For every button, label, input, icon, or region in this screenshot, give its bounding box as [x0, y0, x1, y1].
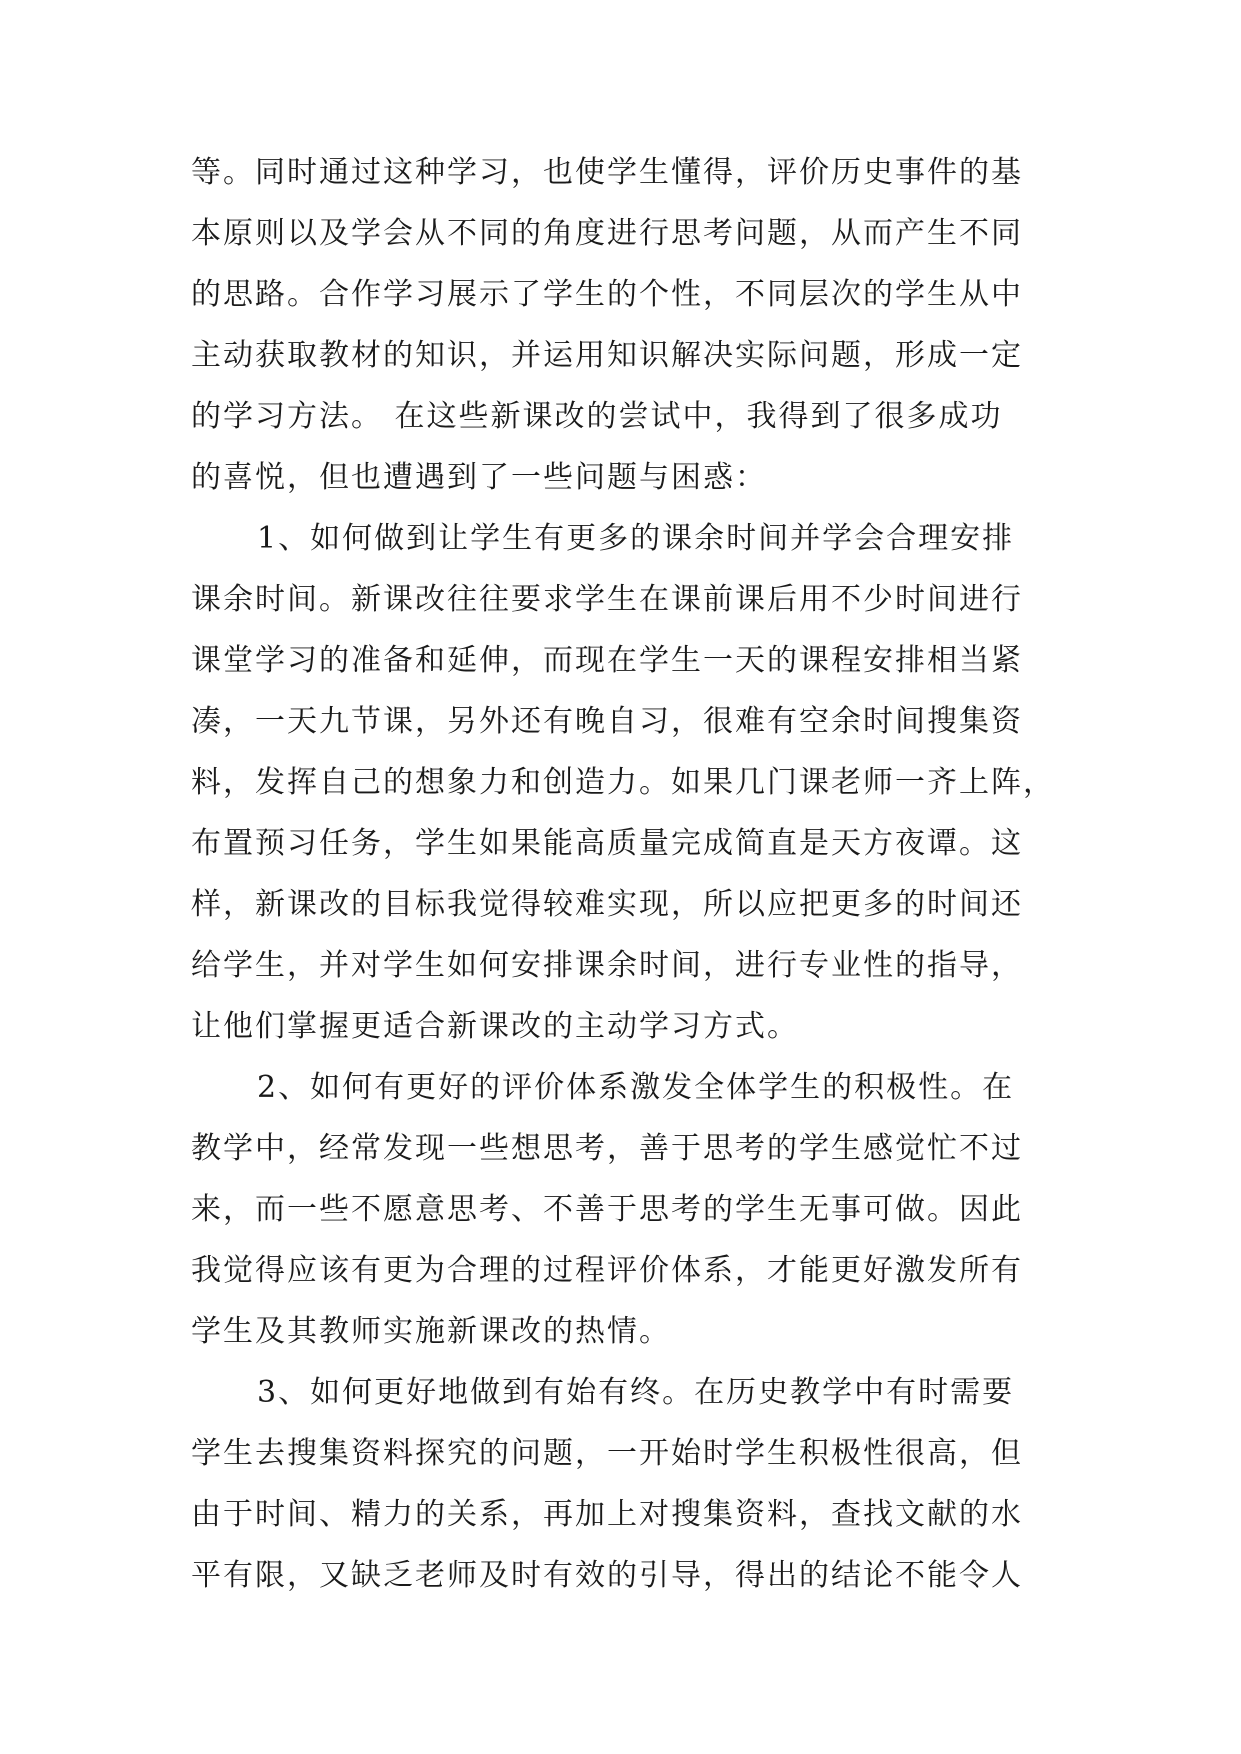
paragraph-point-2: 2、如何有更好的评价体系激发全体学生的积极性。在 教学中，经常发现一些想思考，善于思考的学生感觉忙不过 来，而一些不愿意思考、不善于思考的学生无事可做。因此 我觉得应该有更为合理的过程评价体系，才能更好激发所有 学生及其教师实施新课改的热情。 [191, 1070, 1023, 1349]
paragraph-intro-continuation: 等。同时通过这种学习，也使学生懂得，评价历史事件的基 本原则以及学会从不同的角度进行思考问题，从而产生不同 的思路。合作学习展示了学生的个性，不同层次的学生从中 主动获取教材的知识，并运用知识解决实际问题，形成一定 的学习方法。 在这些新课改的尝试中，我得到了很多成功 的喜悦，但也遭遇到了一些问题与困惑： [191, 155, 1023, 495]
paragraph-point-3: 3、如何更好地做到有始有终。在历史教学中有时需要 学生去搜集资料探究的问题，一开始时学生积极性很高，但 由于时间、精力的关系，再加上对搜集资料，查找文献的水 平有限，又缺乏老师及时有效的引导，得出的结论不能令人 [191, 1375, 1023, 1593]
document-body [191, 142, 1061, 1606]
paragraph-point-1: 1、如何做到让学生有更多的课余时间并学会合理安排 课余时间。新课改往往要求学生在课前课后用不少时间进行 课堂学习的准备和延伸，而现在学生一天的课程安排相当紧 凑，一天九节课，另外还有晚自习，很难有空余时间搜集资 料，发挥自己的想象力和创造力。如果几门课老师一齐上阵， 布置预习任务，学生如果能高质量完成简直是天方夜谭。这 样，新课改的目标我觉得较难实现，所以应把更多的时间还 给学生，并对学生如何安排课余时间，进行专业性的指导， 让他们掌握更适合新课改的主动学习方式。 [191, 521, 1055, 1044]
